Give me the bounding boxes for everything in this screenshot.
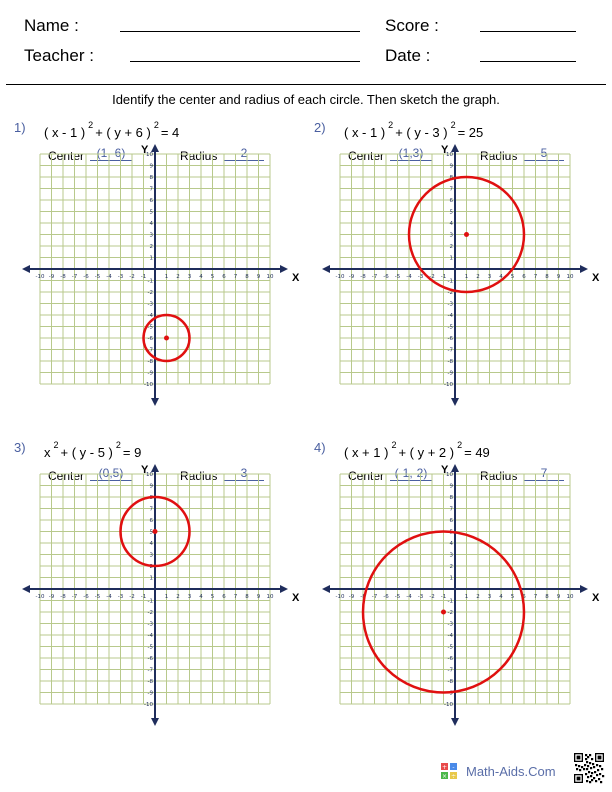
x-tick-label: -2: [129, 274, 135, 280]
x-tick-label: -9: [348, 274, 355, 280]
x-tick-label: -7: [371, 594, 378, 600]
y-tick-label: 3: [449, 232, 453, 239]
y-tick-label: -8: [147, 679, 153, 685]
score-label: Score :: [385, 16, 439, 35]
center-point: [153, 529, 158, 534]
y-tick-label: 2: [449, 564, 453, 570]
x-tick-label: -3: [417, 274, 424, 280]
y-tick-label: 5: [449, 529, 453, 536]
x-axis-label: X: [592, 592, 600, 604]
y-axis-label: Y: [441, 464, 449, 476]
center-label: Center: [348, 469, 385, 483]
x-tick-label: -10: [35, 594, 45, 600]
y-tick-label: -7: [147, 347, 153, 354]
x-tick-label: 7: [233, 594, 238, 600]
x-tick-label: -6: [83, 274, 89, 280]
equation: [44, 440, 143, 460]
x-tick-label: 1: [464, 274, 469, 280]
exponent: 2: [457, 440, 463, 450]
x-tick-label: -7: [371, 274, 378, 280]
equation-term: = 49: [464, 445, 490, 460]
x-tick-label: 2: [176, 274, 180, 280]
coordinate-graph[interactable]: [320, 142, 600, 442]
exponent: 2: [388, 120, 394, 130]
y-tick-label: -2: [447, 610, 453, 616]
y-tick-label: 1: [449, 255, 453, 262]
x-tick-label: -10: [35, 274, 45, 280]
x-tick-label: -2: [429, 274, 435, 280]
equation-term: + ( y - 5 ): [60, 445, 113, 460]
y-tick-label: 4: [449, 221, 453, 227]
y-tick-label: 8: [449, 175, 453, 181]
equation-term: ( x - 1 ): [44, 125, 86, 140]
x-tick-label: 7: [233, 274, 238, 280]
equation-term: + ( y - 3 ): [395, 125, 448, 140]
y-tick-label: 9: [449, 483, 453, 490]
y-tick-label: -1: [447, 598, 453, 605]
y-tick-label: 7: [149, 186, 153, 193]
center-answer[interactable]: (1,-6): [96, 146, 126, 160]
x-tick-label: -3: [117, 594, 124, 600]
x-tick-label: 3: [187, 274, 192, 280]
x-tick-label: 6: [222, 274, 226, 280]
x-tick-label: 10: [566, 274, 574, 280]
x-tick-label: -1: [140, 274, 147, 280]
x-tick-label: 7: [533, 274, 538, 280]
arrow-down-icon: [151, 398, 159, 406]
coordinate-graph[interactable]: [320, 462, 600, 762]
coordinate-graph[interactable]: [20, 462, 300, 762]
x-tick-label: 8: [245, 594, 249, 600]
arrow-left-icon: [22, 265, 30, 273]
y-tick-label: 8: [149, 495, 153, 501]
score-field[interactable]: [480, 31, 576, 32]
y-tick-label: -10: [144, 702, 153, 708]
y-tick-label: -7: [447, 347, 453, 354]
equation: [344, 440, 492, 460]
y-tick-label: -3: [147, 301, 153, 308]
y-tick-label: 7: [449, 506, 453, 513]
equation-term: ( x - 1 ): [344, 125, 386, 140]
arrow-up-icon: [451, 464, 459, 472]
x-axis-label: X: [292, 592, 300, 604]
y-tick-label: 8: [449, 495, 453, 501]
y-tick-label: -3: [147, 621, 153, 628]
y-tick-label: 10: [446, 152, 453, 158]
footer-brand[interactable]: Math-Aids.Com: [466, 764, 556, 779]
arrow-right-icon: [580, 585, 588, 593]
x-tick-label: -8: [60, 594, 66, 600]
x-tick-label: 4: [499, 274, 503, 280]
y-tick-label: 4: [149, 221, 153, 227]
coordinate-graph[interactable]: [20, 142, 300, 442]
center-answer[interactable]: (-1,-2): [394, 466, 428, 480]
x-tick-label: 4: [499, 594, 503, 600]
y-tick-label: -10: [444, 382, 453, 388]
name-label: Name :: [24, 16, 79, 35]
y-tick-label: -7: [447, 667, 453, 674]
y-tick-label: 9: [149, 163, 153, 170]
arrow-down-icon: [451, 718, 459, 726]
x-tick-label: -8: [360, 594, 366, 600]
arrow-left-icon: [322, 585, 330, 593]
y-tick-label: 6: [449, 518, 453, 524]
x-tick-label: -4: [406, 594, 412, 600]
y-tick-label: -6: [147, 336, 153, 342]
svg-text:÷: ÷: [450, 773, 457, 780]
x-tick-label: 10: [566, 594, 574, 600]
x-tick-label: -10: [335, 594, 345, 600]
teacher-label: Teacher :: [24, 46, 94, 65]
y-tick-label: -4: [447, 313, 453, 319]
date-field[interactable]: [480, 61, 576, 62]
x-tick-label: 5: [510, 594, 515, 600]
radius-label: Radius: [180, 149, 218, 163]
equation-term: = 25: [457, 125, 484, 140]
y-tick-label: 3: [149, 552, 153, 559]
equation-term: = 4: [160, 125, 180, 140]
x-tick-label: -2: [429, 594, 435, 600]
y-tick-label: 2: [449, 244, 453, 250]
y-tick-label: -5: [447, 324, 453, 331]
exponent: 2: [391, 440, 397, 450]
y-tick-label: 5: [149, 209, 153, 216]
x-tick-label: 3: [487, 274, 492, 280]
arrow-right-icon: [280, 265, 288, 273]
y-tick-label: -1: [147, 598, 153, 605]
x-tick-label: -8: [360, 274, 366, 280]
x-tick-label: 3: [187, 594, 192, 600]
x-tick-label: 5: [210, 594, 215, 600]
exponent: 2: [153, 120, 159, 130]
x-tick-label: -9: [48, 274, 55, 280]
equation: [344, 120, 485, 140]
y-tick-label: -7: [147, 667, 153, 674]
y-tick-label: 6: [149, 518, 153, 524]
arrow-down-icon: [151, 718, 159, 726]
y-tick-label: 9: [149, 483, 153, 490]
y-tick-label: 2: [149, 564, 153, 570]
x-tick-label: -9: [48, 594, 55, 600]
radius-answer[interactable]: 5: [540, 146, 548, 160]
y-tick-label: -9: [447, 370, 453, 377]
x-tick-label: 1: [164, 274, 169, 280]
x-tick-label: 4: [199, 594, 203, 600]
radius-answer[interactable]: 3: [240, 466, 248, 480]
radius-label: Radius: [480, 149, 518, 163]
x-tick-label: -7: [71, 594, 78, 600]
y-tick-label: -5: [147, 644, 153, 651]
equation-term: x: [44, 445, 51, 460]
y-tick-label: 5: [149, 529, 153, 536]
equation-term: + ( y + 6 ): [95, 125, 151, 140]
center-point: [441, 610, 446, 615]
y-tick-label: -5: [447, 644, 453, 651]
center-point: [464, 232, 469, 237]
y-tick-label: -1: [447, 278, 453, 285]
x-tick-label: 10: [266, 274, 274, 280]
y-tick-label: -9: [447, 690, 453, 697]
y-tick-label: -9: [147, 690, 153, 697]
center-label: Center: [48, 469, 85, 483]
x-tick-label: 9: [556, 594, 561, 600]
y-tick-label: 5: [449, 209, 453, 216]
x-tick-label: -5: [94, 594, 101, 600]
arrow-up-icon: [451, 144, 459, 152]
header-divider: [6, 84, 606, 85]
x-axis-label: X: [292, 272, 300, 284]
center-answer[interactable]: (1,3): [398, 146, 424, 160]
exponent: 2: [115, 440, 121, 450]
y-tick-label: -4: [447, 633, 453, 639]
x-tick-label: -5: [94, 274, 101, 280]
y-tick-label: -2: [447, 290, 453, 296]
y-axis-label: Y: [141, 144, 149, 156]
y-tick-label: -6: [147, 656, 153, 662]
y-tick-label: -4: [147, 313, 153, 319]
equation-term: = 9: [122, 445, 142, 460]
x-tick-label: -1: [140, 594, 147, 600]
radius-answer[interactable]: 2: [240, 146, 248, 160]
center-answer[interactable]: (0,5): [98, 466, 124, 480]
arrow-up-icon: [151, 144, 159, 152]
center-label: Center: [348, 149, 385, 163]
center-point: [164, 336, 169, 341]
y-tick-label: 9: [449, 163, 453, 170]
y-tick-label: 3: [149, 232, 153, 239]
x-tick-label: -9: [348, 594, 355, 600]
teacher-field[interactable]: [130, 61, 360, 62]
y-tick-label: -4: [147, 633, 153, 639]
radius-label: Radius: [180, 469, 218, 483]
x-tick-label: -5: [394, 274, 401, 280]
y-tick-label: 10: [146, 472, 153, 478]
x-tick-label: 6: [522, 594, 526, 600]
x-tick-label: -10: [335, 274, 345, 280]
y-tick-label: -10: [144, 382, 153, 388]
x-tick-label: 1: [164, 594, 169, 600]
radius-label: Radius: [480, 469, 518, 483]
arrow-left-icon: [322, 265, 330, 273]
name-field[interactable]: [120, 31, 360, 32]
arrow-right-icon: [580, 265, 588, 273]
problem-number: 4): [314, 440, 326, 455]
y-tick-label: -5: [147, 324, 153, 331]
x-tick-label: -6: [83, 594, 89, 600]
radius-answer[interactable]: 7: [540, 466, 548, 480]
problem-number: 1): [14, 120, 26, 135]
y-tick-label: 3: [449, 552, 453, 559]
x-tick-label: -8: [60, 274, 66, 280]
equation: [44, 120, 181, 140]
center-label: Center: [48, 149, 85, 163]
x-tick-label: 1: [464, 594, 469, 600]
exponent: 2: [53, 440, 59, 450]
y-tick-label: -1: [147, 278, 153, 285]
equation-term: ( x + 1 ): [344, 445, 389, 460]
y-tick-label: 7: [449, 186, 453, 193]
x-tick-label: 5: [510, 274, 515, 280]
y-axis-label: Y: [141, 464, 149, 476]
x-tick-label: 6: [222, 594, 226, 600]
x-tick-label: 5: [210, 274, 215, 280]
y-tick-label: 7: [149, 506, 153, 513]
x-tick-label: 8: [245, 274, 249, 280]
y-axis-label: Y: [441, 144, 449, 156]
x-tick-label: -6: [383, 594, 389, 600]
x-tick-label: 2: [176, 594, 180, 600]
y-tick-label: 4: [449, 541, 453, 547]
y-tick-label: 6: [149, 198, 153, 204]
y-tick-label: -2: [147, 610, 153, 616]
svg-text:-: -: [452, 764, 455, 771]
x-tick-label: -3: [417, 594, 424, 600]
y-tick-label: 10: [446, 472, 453, 478]
x-tick-label: 3: [487, 594, 492, 600]
y-tick-label: -8: [147, 359, 153, 365]
x-tick-label: -4: [106, 594, 112, 600]
x-tick-label: 9: [256, 274, 261, 280]
y-tick-label: 6: [449, 198, 453, 204]
x-tick-label: 9: [256, 594, 261, 600]
x-tick-label: 6: [522, 274, 526, 280]
y-tick-label: 8: [149, 175, 153, 181]
y-tick-label: 1: [149, 575, 153, 582]
x-axis-label: X: [592, 272, 600, 284]
equation-term: + ( y + 2 ): [398, 445, 455, 460]
svg-text:×: ×: [441, 773, 448, 780]
x-tick-label: 8: [545, 274, 549, 280]
x-tick-label: 9: [556, 274, 561, 280]
y-tick-label: 2: [149, 244, 153, 250]
y-tick-label: -8: [447, 679, 453, 685]
arrow-left-icon: [22, 585, 30, 593]
y-tick-label: -3: [447, 621, 453, 628]
x-tick-label: -1: [440, 274, 447, 280]
y-tick-label: 1: [449, 575, 453, 582]
x-tick-label: -5: [394, 594, 401, 600]
x-tick-label: 8: [545, 594, 549, 600]
y-tick-label: -6: [447, 656, 453, 662]
x-tick-label: -7: [71, 274, 78, 280]
y-tick-label: 4: [149, 541, 153, 547]
x-tick-label: 2: [476, 274, 480, 280]
x-tick-label: 4: [199, 274, 203, 280]
instructions: Identify the center and radius of each circle. Then sketch the graph.: [112, 92, 500, 107]
svg-text:+: +: [441, 764, 448, 771]
y-tick-label: 10: [146, 152, 153, 158]
x-tick-label: 10: [266, 594, 274, 600]
problem-number: 2): [314, 120, 326, 135]
y-tick-label: -10: [444, 702, 453, 708]
problem-number: 3): [14, 440, 26, 455]
x-tick-label: -2: [129, 594, 135, 600]
arrow-right-icon: [280, 585, 288, 593]
x-tick-label: 2: [476, 594, 480, 600]
y-tick-label: 1: [149, 255, 153, 262]
y-tick-label: -8: [447, 359, 453, 365]
exponent: 2: [450, 120, 456, 130]
x-tick-label: -6: [383, 274, 389, 280]
y-tick-label: -3: [447, 301, 453, 308]
x-tick-label: -3: [117, 274, 124, 280]
arrow-down-icon: [451, 398, 459, 406]
y-tick-label: -2: [147, 290, 153, 296]
exponent: 2: [88, 120, 94, 130]
y-tick-label: -9: [147, 370, 153, 377]
x-tick-label: -4: [106, 274, 112, 280]
x-tick-label: -4: [406, 274, 412, 280]
math-aids-logo-icon: [440, 762, 458, 780]
x-tick-label: 7: [533, 594, 538, 600]
x-tick-label: -1: [440, 594, 447, 600]
date-label: Date :: [385, 46, 431, 65]
y-tick-label: -6: [447, 336, 453, 342]
arrow-up-icon: [151, 464, 159, 472]
